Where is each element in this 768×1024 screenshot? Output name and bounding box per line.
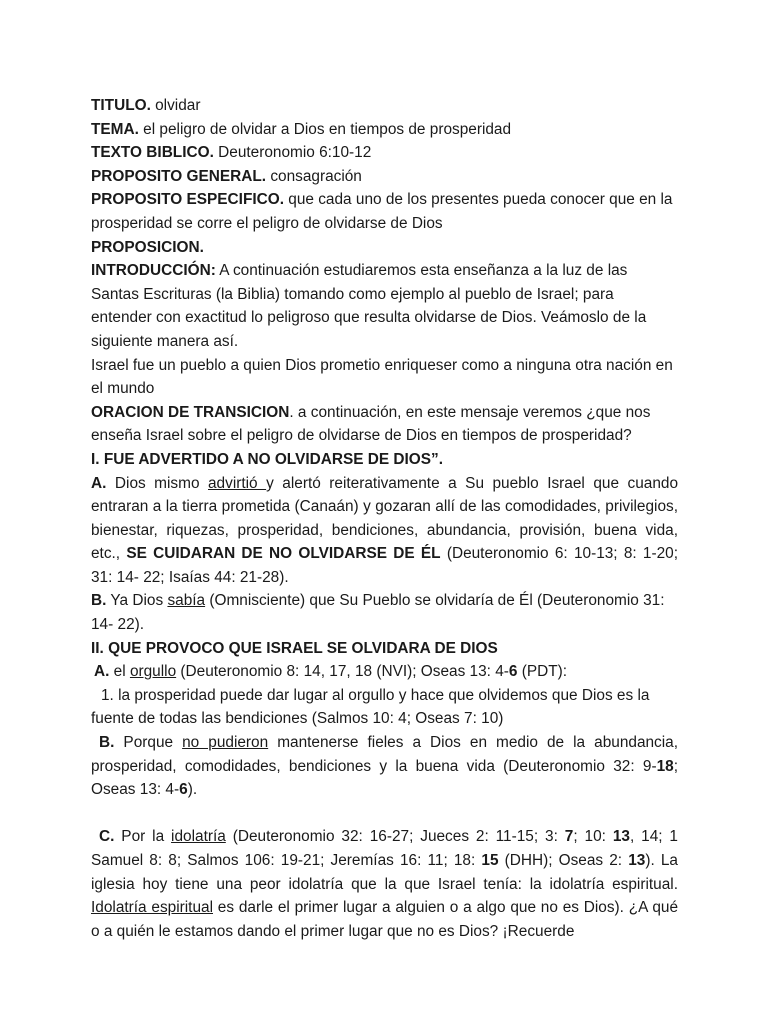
s2-point-c-text-3: ; 10: <box>573 828 613 846</box>
s2-point-c-text: Por la <box>114 828 172 846</box>
israel-paragraph: Israel fue un pueblo a quien Dios prometio enriqueser como a ninguna otra nación en el mundo <box>91 356 673 398</box>
section-1-heading-text: I. FUE ADVERTIDO A NO OLVIDARSE DE DIOS”. <box>91 450 444 468</box>
proposicion-line <box>91 236 678 260</box>
s2-point-c-bold-3: 15 <box>481 852 499 869</box>
s2-point-c-text-2: (Deuteronomio 32: 16-27; Jueces 2: 11-15; 3: <box>225 828 565 846</box>
s2-point-b-bold-2: 6 <box>179 781 188 799</box>
section-1-heading <box>91 448 678 472</box>
proposito-general-line <box>91 165 678 189</box>
section-2-point-a <box>91 660 678 684</box>
s2-point-b-underline: no pudieron <box>182 734 269 752</box>
point-a-underline: advirtió <box>208 474 267 492</box>
section-2-point-c <box>91 825 678 943</box>
titulo-label: TITULO. <box>91 97 151 114</box>
s2-point-a-underline: orgullo <box>129 663 177 681</box>
transicion-label: ORACION DE TRANSICION <box>91 403 290 421</box>
transicion-paragraph <box>91 401 678 448</box>
s2-point-b-text-2: mantenerse fieles a Dios en medio de la abundancia, prosperidad, comodidades, bendiciones y la buena vida (Deuteronomio 32: 9- <box>91 734 679 775</box>
s2-point-c-underline: idolatría <box>171 828 226 846</box>
point-a-text-3: (Deuteronomio 6: 10-13; 8: 1-20; 31: 14- 22; Isaías 44: 21-28). <box>91 545 678 586</box>
s2-point-a-text-3: (PDT): <box>517 663 568 681</box>
proposito-general-label: PROPOSITO GENERAL. <box>91 167 267 185</box>
blank-line <box>91 802 678 826</box>
s2-point-c-bold-1: 7 <box>564 828 574 846</box>
document-page <box>91 94 678 943</box>
section-2-point-b <box>91 731 678 802</box>
s2-point-a-text: el <box>109 663 130 681</box>
tema-value: el peligro de olvidar a Dios en tiempos de prosperidad <box>143 120 512 138</box>
s2-point-b-label: B. <box>99 734 115 752</box>
section-2-numbered-1: 1. la prosperidad puede dar lugar al orgullo y hace que olvidemos que Dios es la fuente de todas las bendiciones (Salmos 10: 4; Oseas 7: 10) <box>91 686 650 728</box>
s2-point-c-text-5: (DHH); Oseas 2: <box>498 852 629 869</box>
proposito-especifico-value: que cada uno de los presentes pueda conocer que en la prosperidad se corre el peligro de olvidarse de Dios <box>91 191 673 232</box>
tema-line <box>91 118 678 142</box>
s2-point-c-label: C. <box>99 828 115 846</box>
section-2-heading-text: II. QUE PROVOCO QUE ISRAEL SE OLVIDARA DE DIOS <box>91 639 498 657</box>
point-b-label: B. <box>91 592 107 610</box>
s2-point-a-text-2: (Deuteronomio 8: 14, 17, 18 (NVI); Oseas 13: 4- <box>176 663 509 681</box>
point-b-text: Ya Dios <box>106 592 168 610</box>
point-a-text-2: y alertó reiterativamente a Su pueblo Israel que cuando entraran a la tierra prometida (Canaán) y gozaran allí de las comodidades, privilegios, bienestar, riquezas, prosperidad, bendiciones, abundancia, provisión, buena vida, etc., <box>91 474 678 563</box>
s2-point-b-text: Porque <box>114 734 183 752</box>
tema-label: TEMA. <box>91 120 139 138</box>
transicion-text: . a continuación, en este mensaje veremos ¿que nos enseña Israel sobre el peligro de olvidarse de Dios en tiempos de prosperidad? <box>91 403 651 445</box>
titulo-line <box>91 94 678 118</box>
s2-point-b-bold: 18 <box>656 757 674 775</box>
proposito-especifico-label: PROPOSITO ESPECIFICO. <box>91 191 284 209</box>
introduccion-text: A continuación estudiaremos esta enseñanza a la luz de las Santas Escrituras (la Biblia) tomando como ejemplo al pueblo de Israel; para entender con exactitud lo peligroso que resulta olvidarse de Dios. Veámoslo de la siguiente manera así. <box>91 262 647 350</box>
point-a-text: Dios mismo <box>114 474 208 492</box>
s2-point-a-bold: 6 <box>508 663 518 681</box>
point-a-label: A. <box>91 474 107 492</box>
texto-biblico-label: TEXTO BIBLICO. <box>91 144 214 162</box>
section-2-heading <box>91 637 678 661</box>
section-1-point-a <box>91 472 678 590</box>
s2-point-c-text-4: , 14; 1 Samuel 8: 8; Salmos 106: 19-21; Jeremías 16: 11; 18: <box>91 828 678 869</box>
s2-point-b-text-3: ; Oseas 13: 4- <box>91 757 678 799</box>
s2-point-c-text-7: es darle el primer lugar a alguien o a algo que no es Dios). ¿A qué o a quién le estamos dando el primer lugar que no es Dios? ¡Recuerde <box>91 899 679 940</box>
s2-point-c-text-6: ). La iglesia hoy tiene una peor idolatría que la que Israel tenía: la idolatría espiritual. <box>91 852 678 893</box>
titulo-value: olvidar <box>155 97 201 114</box>
s2-point-b-text-4: ). <box>187 781 198 799</box>
proposicion-label: PROPOSICION. <box>91 238 204 256</box>
proposito-general-value: consagración <box>270 167 362 185</box>
point-b-underline: sabía <box>167 592 206 610</box>
s2-point-c-underline-2: Idolatría espiritual <box>91 899 213 917</box>
s2-point-c-bold-2: 13 <box>612 828 630 846</box>
point-a-bold: SE CUIDARAN DE NO OLVIDARSE DE ÉL <box>126 545 441 563</box>
s2-point-a-label: A. <box>94 663 110 681</box>
introduccion-label: INTRODUCCIÓN: <box>91 262 216 280</box>
section-1-point-b <box>91 589 678 636</box>
s2-point-c-bold-4: 13 <box>628 852 646 869</box>
proposito-especifico-paragraph <box>91 188 678 235</box>
texto-biblico-line <box>91 141 678 165</box>
introduccion-paragraph <box>91 259 678 353</box>
texto-biblico-value: Deuteronomio 6:10-12 <box>218 144 372 162</box>
point-b-text-2: (Omnisciente) que Su Pueblo se olvidaría de Él (Deuteronomio 31: 14- 22). <box>91 592 665 634</box>
